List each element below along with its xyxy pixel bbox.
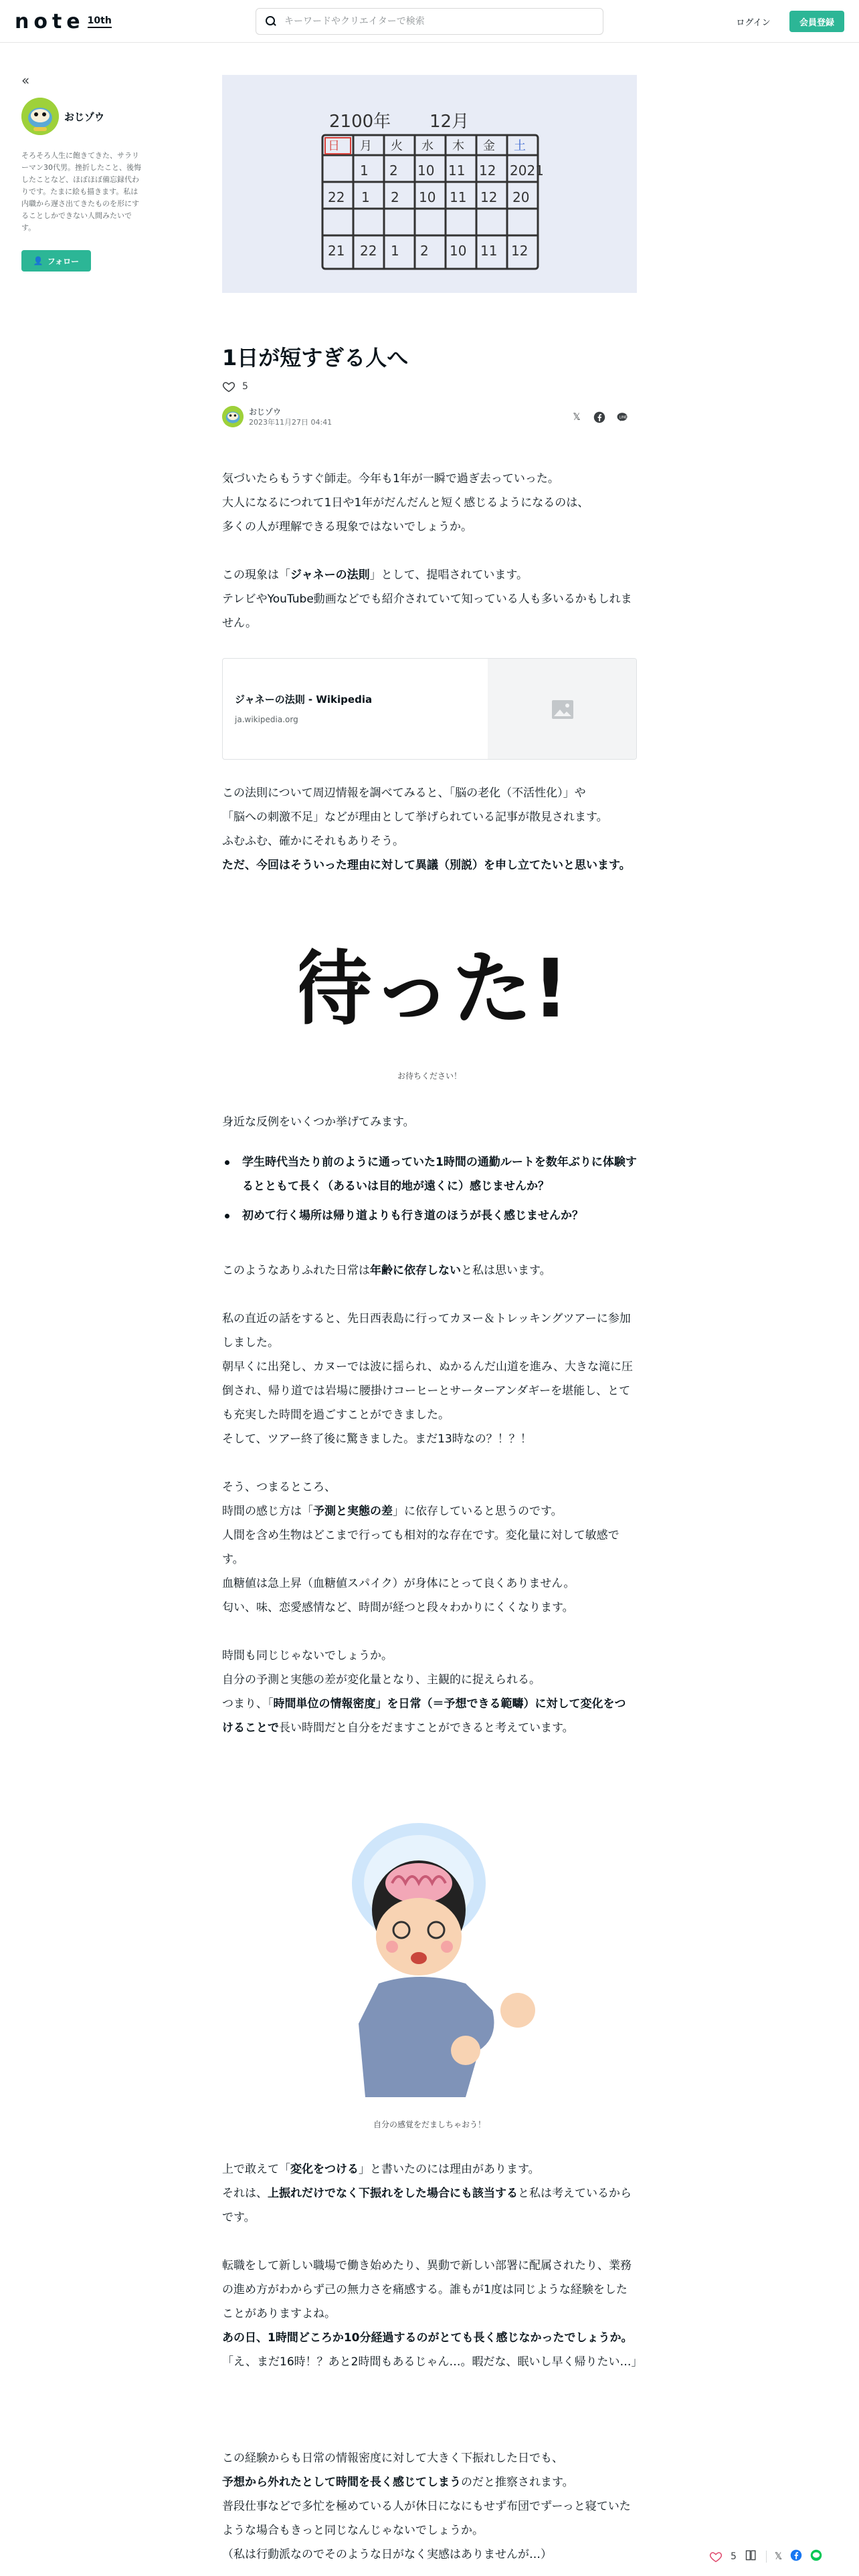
author-bio: そろそろ人生に飽きてきた、サラリーマン30代男。挫折したこと、後悔したことなど、ほぼほぼ備忘録代わりです。たまに絵も描きます。私は内職から遅さ出てきたものを形にすることしかできない人間みたいです。 [21, 151, 141, 232]
svg-text:11: 11 [448, 163, 466, 179]
link-embed-card[interactable] [222, 658, 637, 760]
text-line: 身近な反例をいくつか挙げてみます。 [222, 1115, 415, 1129]
text-line: 「え、まだ16時！？あと2時間もあるじゃん…。暇だな、眠いし早く帰りたい…」 [222, 2355, 643, 2369]
line-share-icon[interactable] [810, 2549, 822, 2564]
logo-text: note [15, 9, 85, 33]
line-share-icon[interactable] [615, 411, 629, 424]
figure-caption: お待ちください！ [397, 1071, 462, 1081]
text-line: この法則について周辺情報を調べてみると、「脳の老化（不活性化）」や [222, 786, 586, 800]
text-line: ただ、今回はそういった理由に対して異議（別説）を申し立てたいと思います。 [222, 859, 631, 872]
paragraph-intro [222, 467, 637, 539]
paragraph-examples [222, 1110, 637, 1134]
login-button[interactable]: ログイン [727, 11, 780, 32]
text-line: そして、ツアー終了後に驚きました。まだ13時なの？！？！ [222, 1432, 532, 1446]
svg-text:1: 1 [361, 189, 370, 205]
svg-text:21: 21 [328, 243, 345, 259]
text-line: このようなありふれた日常は年齢に依存しないと私は思います。 [222, 1264, 551, 1277]
x-share-icon[interactable]: 𝕏 [774, 2551, 783, 2562]
text-line: （私は行動派なのでそのような日がなく実感はありませんが…） [222, 2548, 552, 2561]
person-add-icon: 👤 [33, 256, 43, 265]
text-line: 人間を含め生物はどこまで行っても相対的な存在です。変化量に対して敏感です。 [222, 1529, 619, 1566]
svg-text:22: 22 [328, 189, 345, 205]
svg-text:木: 木 [452, 139, 464, 153]
brain-illustration [332, 1810, 551, 2104]
facebook-share-icon[interactable] [593, 411, 606, 424]
text-line: この経験からも日常の情報密度に対して大きく下振れした日でも、 [222, 2452, 563, 2465]
search-box[interactable] [256, 8, 603, 35]
list-item: 学生時代当たり前のように通っていた1時間の通勤ルートを数年ぶりに体験するとともて長く（あるいは目的地が遠くに）感じませんか？ [222, 1150, 637, 1198]
meta-date: 2023年11月27日 04:41 [249, 417, 332, 427]
text-line: 転職をして新しい職場で働き始めたり、異動で新しい部署に配属されたり、業務の進め方がわからず己の無力さを痛感する。誰もが1度は同じような経験をしたことがありますよね。 [222, 2259, 632, 2321]
svg-text:金: 金 [483, 139, 495, 153]
matta-figure [300, 923, 561, 1053]
author-name[interactable]: おじゾウ [64, 111, 105, 123]
svg-text:2: 2 [420, 243, 429, 259]
svg-text:10: 10 [450, 243, 467, 259]
paragraph-theory [222, 1475, 637, 1620]
article-title: 1日が短すぎる人へ [222, 345, 409, 370]
svg-text:11: 11 [480, 243, 498, 259]
divider [766, 2551, 767, 2563]
floating-action-bar [709, 2545, 822, 2568]
paragraph-age [222, 1259, 637, 1283]
svg-text:LINE: LINE [619, 415, 628, 420]
search-icon [266, 16, 276, 27]
text-line: そう、つまるところ、 [222, 1481, 336, 1494]
svg-text:12: 12 [479, 163, 496, 179]
share-row [570, 411, 629, 424]
like-count[interactable]: 5 [242, 381, 248, 392]
text-line: 朝早くに出発し、カヌーでは波に揺られ、ぬかるんだ山道を進み、大きな滝に圧倒され、帰り道では岩場に腰掛けコーヒーとサーターアンダギーを堪能し、とても充実した時間を過ごすことができました。 [222, 1360, 634, 1422]
text-line: つまり、「時間単位の情報密度」を日常（＝予想できる範疇）に対して変化をつけることで長い時間だと自分をだますことができると考えています。 [222, 1697, 626, 1735]
svg-text:2: 2 [391, 189, 399, 205]
text-line: 「脳への刺激不足」などが理由として挙げられている記事が散見されます。 [222, 811, 608, 824]
paragraph-trip [222, 1307, 637, 1451]
svg-text:10: 10 [417, 163, 435, 179]
svg-text:月: 月 [360, 139, 372, 153]
text-line: テレビやYouTube動画などでも紹介されていて知っている人も多いるかもしれません。 [222, 593, 632, 630]
heart-icon[interactable] [709, 2550, 723, 2563]
text-line: 普段仕事などで多忙を極めている人が休日になにもせず布団でずーっと寝ていたような場合もきっと同じなんじゃないでしょうか。 [222, 2500, 631, 2537]
text-line: あの日、1時間どころか10分経過するのがとても長く感じなかったでしょうか。 [222, 2331, 633, 2345]
text-line: この現象は「ジャネーの法則」として、提唱されています。 [222, 568, 528, 582]
text-line: 血糖値は急上昇（血糖値スパイク）が身体にとって良くありません。 [222, 1577, 575, 1590]
like-row [222, 379, 248, 395]
figure-caption: 自分の感覚をだましちゃおう！ [373, 2120, 486, 2129]
collapse-sidebar-icon[interactable]: « [21, 72, 30, 88]
svg-text:土: 土 [514, 139, 526, 153]
text-line: それは、上振れだけでなく下振れをした場合にも該当すると私は考えているからです。 [222, 2187, 632, 2224]
svg-text:日: 日 [328, 139, 340, 153]
follow-button[interactable] [21, 250, 91, 272]
meta-author-name[interactable]: おじゾウ [249, 407, 282, 417]
svg-text:12: 12 [480, 189, 498, 205]
text-line: 予想から外れたとして時間を長く感じてしまうのだと推察されます。 [222, 2476, 574, 2489]
logo-badge: 10th [88, 15, 112, 28]
paragraph-new-job [222, 2254, 643, 2374]
embed-domain: ja.wikipedia.org [235, 715, 298, 724]
follow-label: フォロー [47, 256, 80, 266]
search-input[interactable] [284, 16, 592, 27]
text-line: 時間の感じ方は「予測と実態の差」に依存していると思うのです。 [222, 1505, 563, 1518]
paragraph-downswing [222, 2446, 637, 2567]
text-line: 時間も同じじゃないでしょうか。 [222, 1649, 393, 1662]
hero-image [222, 75, 637, 293]
svg-text:水: 水 [421, 139, 434, 153]
heart-icon[interactable] [222, 380, 235, 393]
text-line: 大人になるにつれて1日や1年がだんだんと短く感じるようになるのは、 [222, 496, 589, 510]
text-line: 私の直近の話をすると、先日西表島に行ってカヌー＆トレッキングツアーに参加しました。 [222, 1312, 631, 1350]
svg-text:20: 20 [512, 189, 530, 205]
magazine-add-icon[interactable] [745, 2549, 758, 2565]
text-line: 多くの人が理解できる現象ではないでしょうか。 [222, 520, 472, 534]
like-count[interactable]: 5 [731, 2551, 737, 2562]
x-share-icon[interactable]: 𝕏 [573, 412, 581, 423]
note-logo[interactable] [15, 11, 112, 32]
article-meta [222, 405, 332, 428]
hero-month-label: 12月 [430, 112, 470, 132]
paragraph-reason [222, 2157, 637, 2230]
bullet-list [222, 1150, 637, 1233]
svg-text:1: 1 [360, 163, 369, 179]
svg-text:2: 2 [389, 163, 398, 179]
text-line: ふむふむ、確かにそれもありそう。 [222, 835, 404, 848]
signup-button[interactable]: 会員登録 [789, 11, 844, 32]
list-item: 初めて行く場所は帰り道よりも行き道のほうが長く感じませんか？ [222, 1204, 637, 1228]
fig1-text: 待った! [300, 943, 561, 1036]
bold-term: ジャネーの法則 [290, 568, 370, 582]
text-line: 上で敢えて「変化をつける」と書いたのには理由があります。 [222, 2163, 540, 2176]
embed-title: ジャネーの法則 - Wikipedia [235, 693, 373, 706]
top-header [0, 0, 859, 43]
hero-year-label: 2100年 [329, 112, 391, 132]
avatar[interactable] [222, 406, 244, 427]
svg-text:10: 10 [419, 189, 436, 205]
text-line: 自分の予測と実態の差が変化量となり、主観的に捉えられる。 [222, 1673, 541, 1687]
svg-text:火: 火 [391, 139, 403, 153]
paragraph-counter [222, 781, 637, 877]
author-avatar[interactable] [21, 98, 59, 135]
svg-text:22: 22 [360, 243, 377, 259]
svg-text:12: 12 [511, 243, 529, 259]
paragraph-density [222, 1644, 637, 1740]
embed-thumbnail [488, 659, 637, 760]
facebook-share-icon[interactable] [790, 2549, 802, 2564]
svg-text:2021: 2021 [510, 163, 544, 179]
svg-text:1: 1 [391, 243, 399, 259]
svg-text:11: 11 [450, 189, 467, 205]
text-line: 匂い、味、恋愛感情など、時間が経つと段々わかりにくくなります。 [222, 1601, 574, 1614]
paragraph-janet [222, 563, 637, 635]
image-placeholder-icon [551, 700, 574, 720]
text-line: 気づいたらもうすぐ師走。今年も1年が一瞬で過ぎ去っていった。 [222, 472, 559, 486]
